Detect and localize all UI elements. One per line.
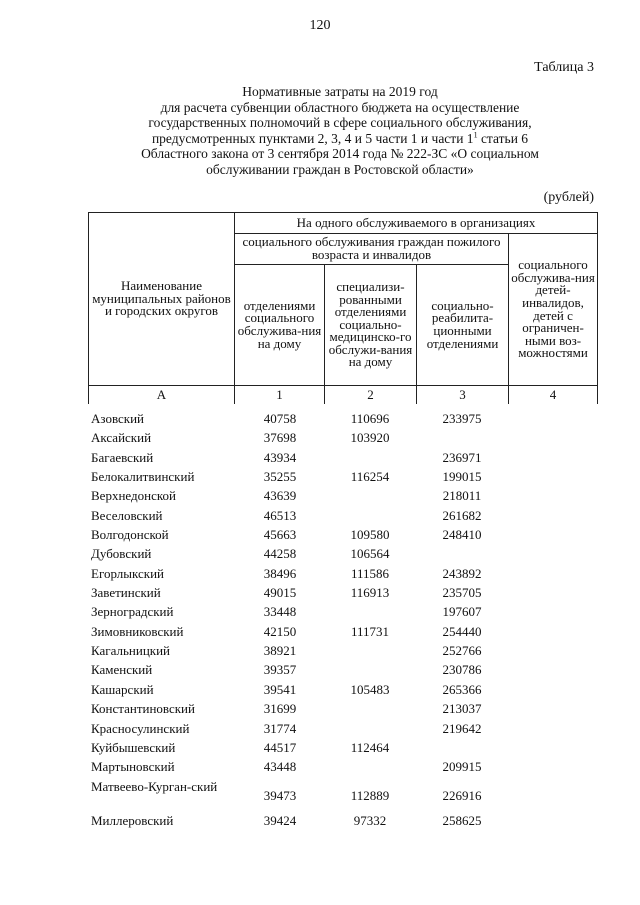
header-name-column: Наименование муниципальных районов и городских округов (89, 213, 235, 386)
title-line (90, 131, 590, 147)
table-body (88, 409, 597, 830)
value-col-3: 213037 (442, 701, 482, 717)
district-name: Зерноградский (91, 604, 174, 620)
value-col-3: 199015 (442, 469, 482, 485)
table-row (88, 660, 597, 679)
district-name: Егорлыкский (91, 565, 164, 581)
value-col-2: 112464 (350, 739, 390, 755)
value-col-1: 43639 (263, 488, 297, 504)
value-col-1: 37698 (263, 430, 297, 446)
district-name: Матвеево-Курган-ский (91, 778, 218, 794)
table-row (88, 428, 597, 447)
value-col-3: 209915 (442, 759, 482, 775)
value-col-1: 31699 (263, 701, 297, 717)
column-index: 4 (509, 386, 598, 405)
value-col-2: 116913 (350, 585, 390, 601)
table-row (88, 467, 597, 486)
header-per-person: На одного обслуживаемого в организациях (235, 213, 598, 234)
table-label: Таблица 3 (534, 60, 594, 75)
value-col-2: 111586 (350, 565, 390, 581)
value-col-1: 42150 (263, 623, 297, 639)
table-header (88, 212, 598, 404)
table-row (88, 448, 597, 467)
title-line: для расчета субвенции областного бюджета на осуществление (160, 99, 520, 115)
value-col-2: 112889 (350, 787, 390, 803)
value-col-3: 219642 (442, 720, 482, 736)
value-col-1: 45663 (263, 527, 297, 543)
value-col-2: 105483 (350, 681, 390, 697)
district-name: Азовский (91, 411, 145, 426)
title-line: государственных полномочий в сфере социального обслуживания, (148, 115, 532, 131)
district-name: Веселовский (91, 507, 163, 523)
value-col-3: 248410 (442, 527, 482, 543)
table-row (88, 622, 597, 641)
value-col-3: 252766 (442, 643, 482, 659)
table-row (88, 811, 597, 830)
value-col-3: 254440 (442, 623, 482, 639)
value-col-2: 116254 (350, 469, 390, 485)
district-name: Куйбышевский (91, 739, 176, 755)
superscript: 1 (473, 130, 478, 140)
district-name: Багаевский (91, 449, 154, 465)
district-name: Заветинский (91, 585, 161, 601)
value-col-2: 111731 (350, 623, 390, 639)
value-col-1: 38496 (263, 565, 297, 581)
table-row (88, 544, 597, 563)
value-col-3: 226916 (442, 787, 482, 803)
value-col-1: 35255 (263, 469, 297, 485)
value-col-1: 31774 (263, 720, 297, 736)
column-index: А (89, 386, 235, 405)
district-name: Белокалитвинский (91, 469, 195, 485)
table-row (88, 757, 597, 776)
table-row (88, 699, 597, 718)
value-col-1: 39541 (263, 681, 297, 697)
table-row (88, 486, 597, 505)
district-name: Верхнедонской (91, 488, 176, 504)
value-col-1: 44258 (263, 546, 297, 562)
value-col-1: 39424 (263, 812, 297, 828)
value-col-2: 97332 (353, 812, 387, 828)
value-col-1: 46513 (263, 507, 297, 523)
title-line-text: предусмотренных пунктами 2, 3, 4 и 5 части 1 и части 1 (151, 130, 474, 146)
table-title (90, 84, 590, 178)
header-col-1: отделениями социального обслужива-ния на дому (235, 265, 325, 386)
district-name: Кашарский (91, 681, 154, 697)
district-name: Волгодонской (91, 527, 169, 543)
district-name: Кагальницкий (91, 643, 171, 659)
title-line: обслуживании граждан в Ростовской области» (206, 161, 474, 177)
column-index: 1 (235, 386, 325, 405)
value-col-3: 230786 (442, 662, 482, 678)
value-col-3: 258625 (442, 812, 482, 828)
header-col-3: социально-реабилита-ционными отделениями (417, 265, 509, 386)
district-name: Миллеровский (91, 812, 174, 828)
header-col-2: специализи-рованными отделениями социально-медицинско-го обслужи-вания на дому (325, 265, 417, 386)
value-col-3: 197607 (442, 604, 482, 620)
header-col-4: социального обслужива-ния детей-инвалидов, детей с ограничен-ными воз-можностями (509, 234, 598, 386)
header-social-service: социального обслуживания граждан пожилого возраста и инвалидов (235, 234, 509, 265)
table-row (88, 719, 597, 738)
district-name: Константиновский (91, 701, 195, 717)
value-col-2: 109580 (350, 527, 390, 543)
table-row (88, 680, 597, 699)
value-col-1: 43934 (263, 449, 297, 465)
table-row (88, 506, 597, 525)
value-col-1: 40758 (263, 411, 297, 426)
table-row (88, 583, 597, 602)
value-col-3: 236971 (442, 449, 482, 465)
value-col-3: 218011 (442, 488, 482, 504)
column-index: 2 (325, 386, 417, 405)
table-row (88, 525, 597, 544)
value-col-1: 43448 (263, 759, 297, 775)
table-row (88, 738, 597, 757)
value-col-1: 33448 (263, 604, 297, 620)
value-col-2: 106564 (350, 546, 390, 562)
value-col-1: 39473 (263, 787, 297, 803)
value-col-3: 265366 (442, 681, 482, 697)
district-name: Аксайский (91, 430, 152, 446)
table-row (88, 777, 597, 811)
value-col-1: 49015 (263, 585, 297, 601)
district-name: Дубовский (91, 546, 152, 562)
column-index: 3 (417, 386, 509, 405)
district-name: Мартыновский (91, 759, 175, 775)
table-row (88, 409, 597, 428)
value-col-2: 110696 (350, 411, 390, 426)
table-row (88, 564, 597, 583)
value-col-1: 38921 (263, 643, 297, 659)
table-row (88, 602, 597, 621)
page-number: 120 (309, 18, 331, 33)
units-label: (рублей) (543, 190, 594, 205)
district-name: Красносулинский (91, 720, 190, 736)
table-row (88, 641, 597, 660)
district-name: Зимовниковский (91, 623, 184, 639)
value-col-2: 103920 (350, 430, 390, 446)
value-col-1: 39357 (263, 662, 297, 678)
value-col-3: 243892 (442, 565, 482, 581)
title-line: Нормативные затраты на 2019 год (242, 84, 438, 99)
value-col-3: 235705 (442, 585, 482, 601)
value-col-3: 233975 (442, 411, 482, 426)
title-line: Областного закона от 3 сентября 2014 года № 222-ЗС «О социальном (141, 146, 539, 162)
title-line-text: статьи 6 (477, 130, 529, 146)
value-col-3: 261682 (442, 507, 482, 523)
district-name: Каменский (91, 662, 153, 678)
value-col-1: 44517 (263, 739, 297, 755)
